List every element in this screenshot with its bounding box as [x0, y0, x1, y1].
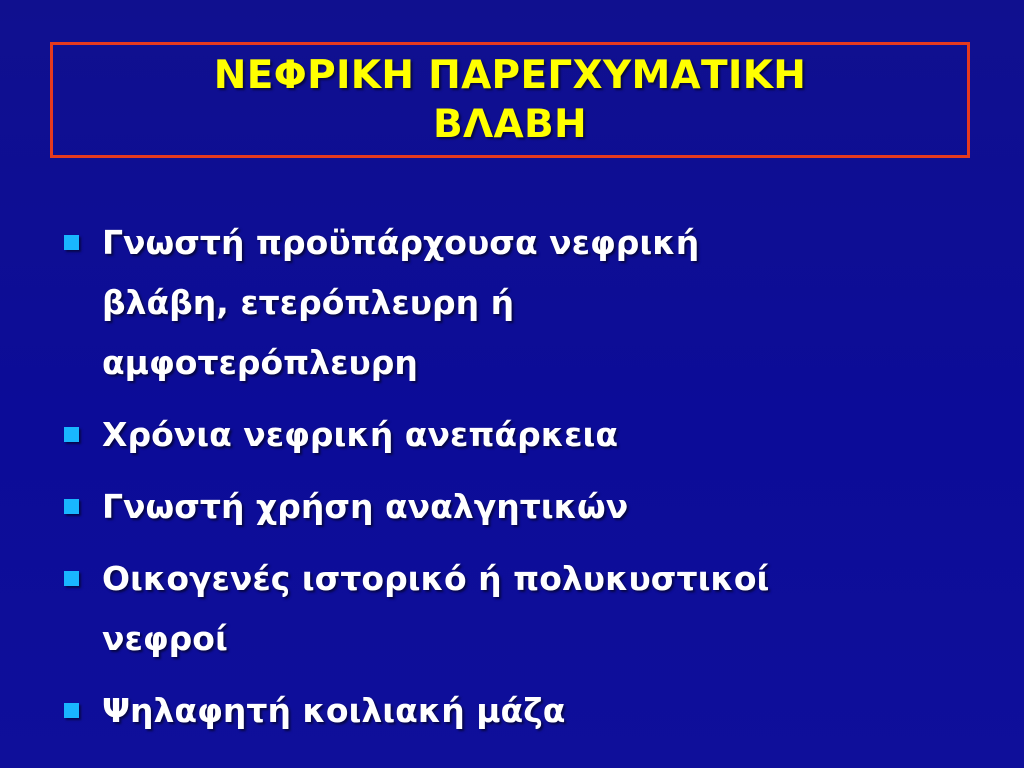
bullet-item [64, 405, 964, 465]
bullet-text-line: Οικογενές ιστορικό ή πολυκυστικοί [102, 559, 770, 598]
square-bullet-icon [64, 499, 79, 514]
bullet-text-line: νεφροί [102, 619, 228, 658]
bullet-item [64, 549, 964, 669]
title-box [50, 42, 970, 158]
bullet-item [64, 477, 964, 537]
bullet-text-line: Χρόνια νεφρική ανεπάρκεια [102, 415, 619, 454]
slide-title-line-1: ΝΕΦΡΙΚΗ ΠΑΡΕΓΧΥΜΑΤΙΚΗ [213, 53, 807, 98]
bullet-text-line: βλάβη, ετερόπλευρη ή [102, 283, 515, 322]
bullet-text-line: Γνωστή χρήση αναλγητικών [102, 487, 629, 526]
bullet-item [64, 213, 964, 393]
square-bullet-icon [64, 571, 79, 586]
square-bullet-icon [64, 703, 79, 718]
bullet-list [64, 213, 964, 753]
bullet-text-line: Ψηλαφητή κοιλιακή μάζα [102, 691, 566, 730]
bullet-text-line: Γνωστή προϋπάρχουσα νεφρική [102, 223, 700, 262]
square-bullet-icon [64, 427, 79, 442]
square-bullet-icon [64, 235, 79, 250]
bullet-item [64, 681, 964, 741]
bullet-text-line: αμφοτερόπλευρη [102, 343, 418, 382]
slide-title-line-2: ΒΛΑΒΗ [433, 102, 587, 147]
